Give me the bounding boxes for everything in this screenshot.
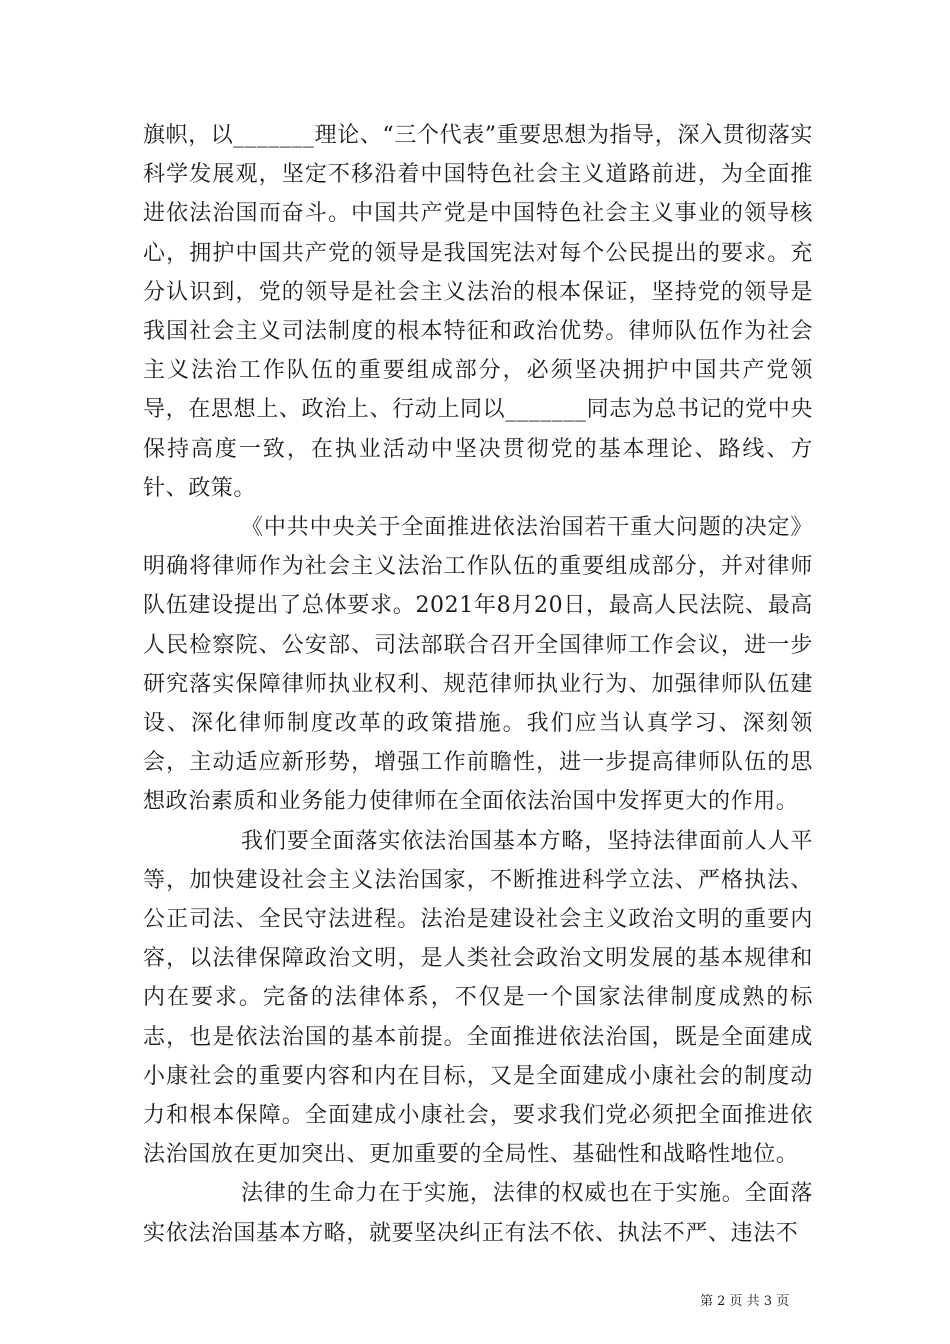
page-number: 第 2 页 共 3 页 xyxy=(700,1294,790,1309)
paragraph-2: 《中共中央关于全面推进依法治国若干重大问题的决定》明确将律师作为社会主义法治工作队伍的重要组成部分，并对律师队伍建设提出了总体要求。2021年8月20日，最高人民法院、最高人民检察院、公安部、司法部联合召开全国律师工作会议，进一步研究落实保障律师执业权利、规范律师执业行为、加强律师队伍建设、深化律师制度改革的政策措施。我们应当认真学习、深刻领会，主动适应新形势，增强工作前瞻性，进一步提高律师队伍的思想政治素质和业务能力使律师在全面依法治国中发挥更大的作用。 xyxy=(143,515,813,815)
document-body xyxy=(143,116,813,1253)
paragraph-1: 旗帜，以_______理论、“三个代表”重要思想为指导，深入贯彻落实科学发展观，坚定不移沿着中国特色社会主义道路前进，为全面推进依法治国而奋斗。中国共产党是中国特色社会主义事业的领导核心，拥护中国共产党的领导是我国宪法对每个公民提出的要求。充分认识到，党的领导是社会主义法治的根本保证，坚持党的领导是我国社会主义司法制度的根本特征和政治优势。律师队伍作为社会主义法治工作队伍的重要组成部分，必须坚决拥护中国共产党领导，在思想上、政治上、行动上同以_______同志为总书记的党中央保持高度一致，在执业活动中坚决贯彻党的基本理论、路线、方针、政策。 xyxy=(143,123,813,501)
paragraph-4: 法律的生命力在于实施，法律的权威也在于实施。全面落实依法治国基本方略，就要坚决纠正有法不依、执法不严、违法不 xyxy=(143,1181,813,1246)
paragraph-3: 我们要全面落实依法治国基本方略，坚持法律面前人人平等，加快建设社会主义法治国家，不断推进科学立法、严格执法、公正司法、全民守法进程。法治是建设社会主义政治文明的重要内容，以法律保障政治文明，是人类社会政治文明发展的基本规律和内在要求。完备的法律体系，不仅是一个国家法律制度成熟的标志，也是依法治国的基本前提。全面推进依法治国，既是全面建成小康社会的重要内容和内在目标，又是全面建成小康社会的制度动力和根本保障。全面建成小康社会，要求我们党必须把全面推进依法治国放在更加突出、更加重要的全局性、基础性和战略性地位。 xyxy=(143,828,813,1168)
